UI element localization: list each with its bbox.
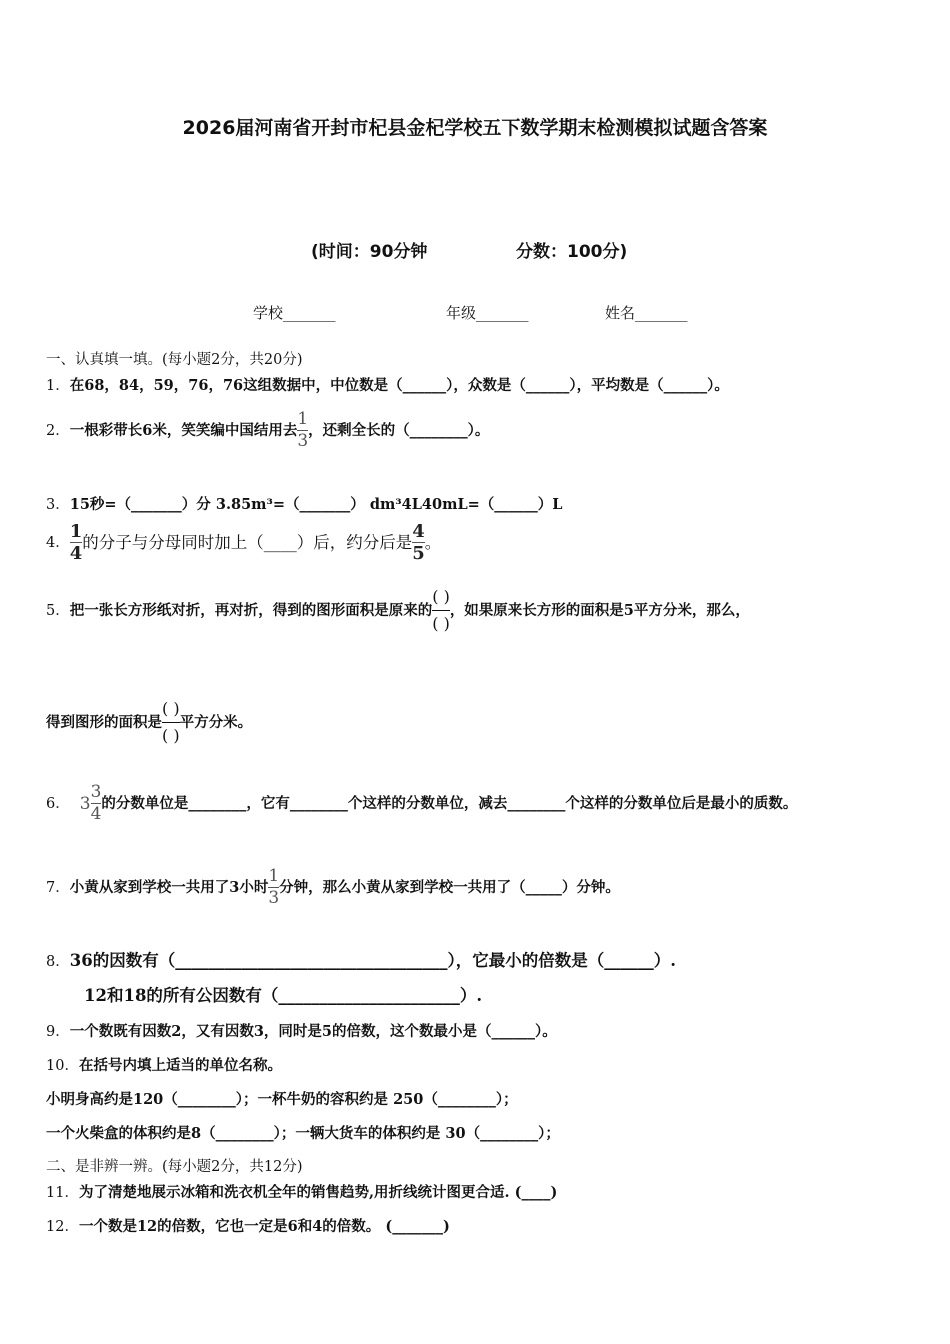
question-number: 4． — [46, 534, 70, 551]
question-number: 7． — [46, 879, 70, 896]
question-2 — [46, 411, 489, 450]
question-5-line-2 — [46, 700, 252, 745]
question-text: 小黄从家到学校一共用了3小时 — [69, 878, 269, 896]
blank-fraction[interactable] — [432, 588, 450, 633]
fraction-denominator: 3 — [297, 431, 309, 451]
question-text: 把一张长方形纸对折，再对折，得到的图形面积是原来的 — [69, 601, 433, 619]
question-text: 一个数是12的倍数，它也一定是6和4的倍数。 (_______) — [78, 1218, 450, 1235]
fraction-denominator: 5 — [412, 543, 425, 564]
question-4 — [46, 523, 441, 562]
question-text: 为了清楚地展示冰箱和洗衣机全年的销售趋势,用折线统计图更合适. (____) — [78, 1184, 558, 1201]
question-3 — [46, 495, 563, 515]
fraction-numerator: 3 — [90, 782, 102, 802]
question-text: 的分数单位是________，它有________个这样的分数单位，减去________个这样的分数单位后是最小的质数。 — [101, 794, 798, 812]
blank-denominator[interactable]: ( ) — [432, 614, 450, 633]
question-text-end: ，如果原来长方形的面积是5平方分米，那么， — [449, 601, 750, 619]
question-text-end: 平方分米。 — [179, 713, 253, 731]
question-number: 10． — [46, 1058, 79, 1074]
blank-fraction[interactable] — [162, 700, 180, 745]
question-number: 1． — [46, 378, 70, 394]
mixed-number — [80, 784, 102, 823]
question-text: 在括号内填上适当的单位名称。 — [78, 1057, 282, 1074]
fraction-denominator: 4 — [90, 804, 102, 824]
question-text: 一根彩带长6米，笑笑编中国结用去 — [69, 421, 298, 439]
question-text: 在68，84，59，76，76这组数据中，中位数是（______），众数是（______），平均数是（______）。 — [69, 377, 729, 394]
school-field[interactable]: 学校_______ — [253, 304, 336, 322]
question-1 — [46, 376, 729, 396]
question-text: 12和18的所有公因数有（______________________）. — [84, 986, 483, 1005]
section-2-heading: 二、是非辨一辨。(每小题2分，共12分) — [46, 1159, 303, 1175]
question-12 — [46, 1217, 450, 1237]
fraction — [412, 523, 425, 562]
fraction — [91, 784, 102, 823]
fraction-numerator: 1 — [268, 866, 280, 886]
question-number: 12． — [46, 1219, 79, 1235]
question-11 — [46, 1183, 557, 1203]
question-number: 6． — [46, 795, 70, 812]
question-text: 一个火柴盒的体积约是8（________）；一辆大货车的体积约是 30（________）； — [46, 1125, 560, 1142]
question-number: 9． — [46, 1024, 70, 1040]
question-text: 小明身高约是120（________）；一杯牛奶的容积约是 250（________）； — [46, 1091, 518, 1108]
blank-numerator[interactable]: ( ) — [162, 699, 180, 718]
fraction — [70, 523, 83, 562]
question-number: 2． — [46, 422, 70, 439]
exam-score: 分数：100分) — [516, 242, 628, 262]
fraction-numerator: 4 — [412, 521, 425, 542]
fraction-numerator: 1 — [297, 409, 309, 429]
mixed-whole: 3 — [79, 793, 91, 814]
question-number: 8． — [46, 954, 70, 970]
question-number: 11． — [46, 1185, 79, 1201]
fraction — [297, 411, 308, 450]
question-text: 的分子与分母同时加上（____）后，约分后是 — [82, 532, 413, 552]
page-title: 2026届河南省开封市杞县金杞学校五下数学期末检测模拟试题含答案 — [182, 117, 768, 139]
question-text: 得到图形的面积是 — [46, 713, 162, 731]
question-8 — [46, 951, 676, 972]
question-10 — [46, 1056, 282, 1076]
question-text: 一个数既有因数2，又有因数3，同时是5的倍数，这个数最小是（______）。 — [69, 1023, 557, 1040]
blank-denominator[interactable]: ( ) — [162, 726, 180, 745]
question-text-end: 。 — [424, 532, 442, 552]
blank-numerator[interactable]: ( ) — [432, 587, 450, 606]
question-number: 5． — [46, 602, 70, 619]
question-8-line-2 — [84, 986, 482, 1006]
section-1-heading: 一、认真填一填。(每小题2分，共20分) — [46, 352, 303, 368]
question-text-end: 分钟，那么小黄从家到学校一共用了（_____）分钟。 — [279, 878, 620, 896]
question-6 — [46, 784, 797, 823]
name-field[interactable]: 姓名_______ — [605, 304, 688, 322]
exam-time: (时间：90分钟 — [311, 242, 428, 262]
question-5 — [46, 588, 750, 633]
question-10-line-2 — [46, 1124, 560, 1144]
fraction-denominator: 3 — [268, 888, 280, 908]
fraction-numerator: 1 — [69, 521, 83, 542]
question-text-end: ，还剩全长的（________）。 — [308, 421, 490, 439]
question-text: 36的因数有（_________________________________），它最小的倍数是（______）. — [69, 951, 676, 970]
question-10-line-1 — [46, 1090, 518, 1110]
question-7 — [46, 868, 620, 907]
grade-field[interactable]: 年级_______ — [446, 304, 529, 322]
fraction-denominator: 4 — [69, 543, 83, 564]
fraction — [268, 868, 279, 907]
question-9 — [46, 1022, 557, 1042]
question-text: 15秒=（_______）分 3.85m³=（_______） dm³4L40mL=（______）L — [69, 496, 563, 513]
question-number: 3． — [46, 497, 70, 513]
